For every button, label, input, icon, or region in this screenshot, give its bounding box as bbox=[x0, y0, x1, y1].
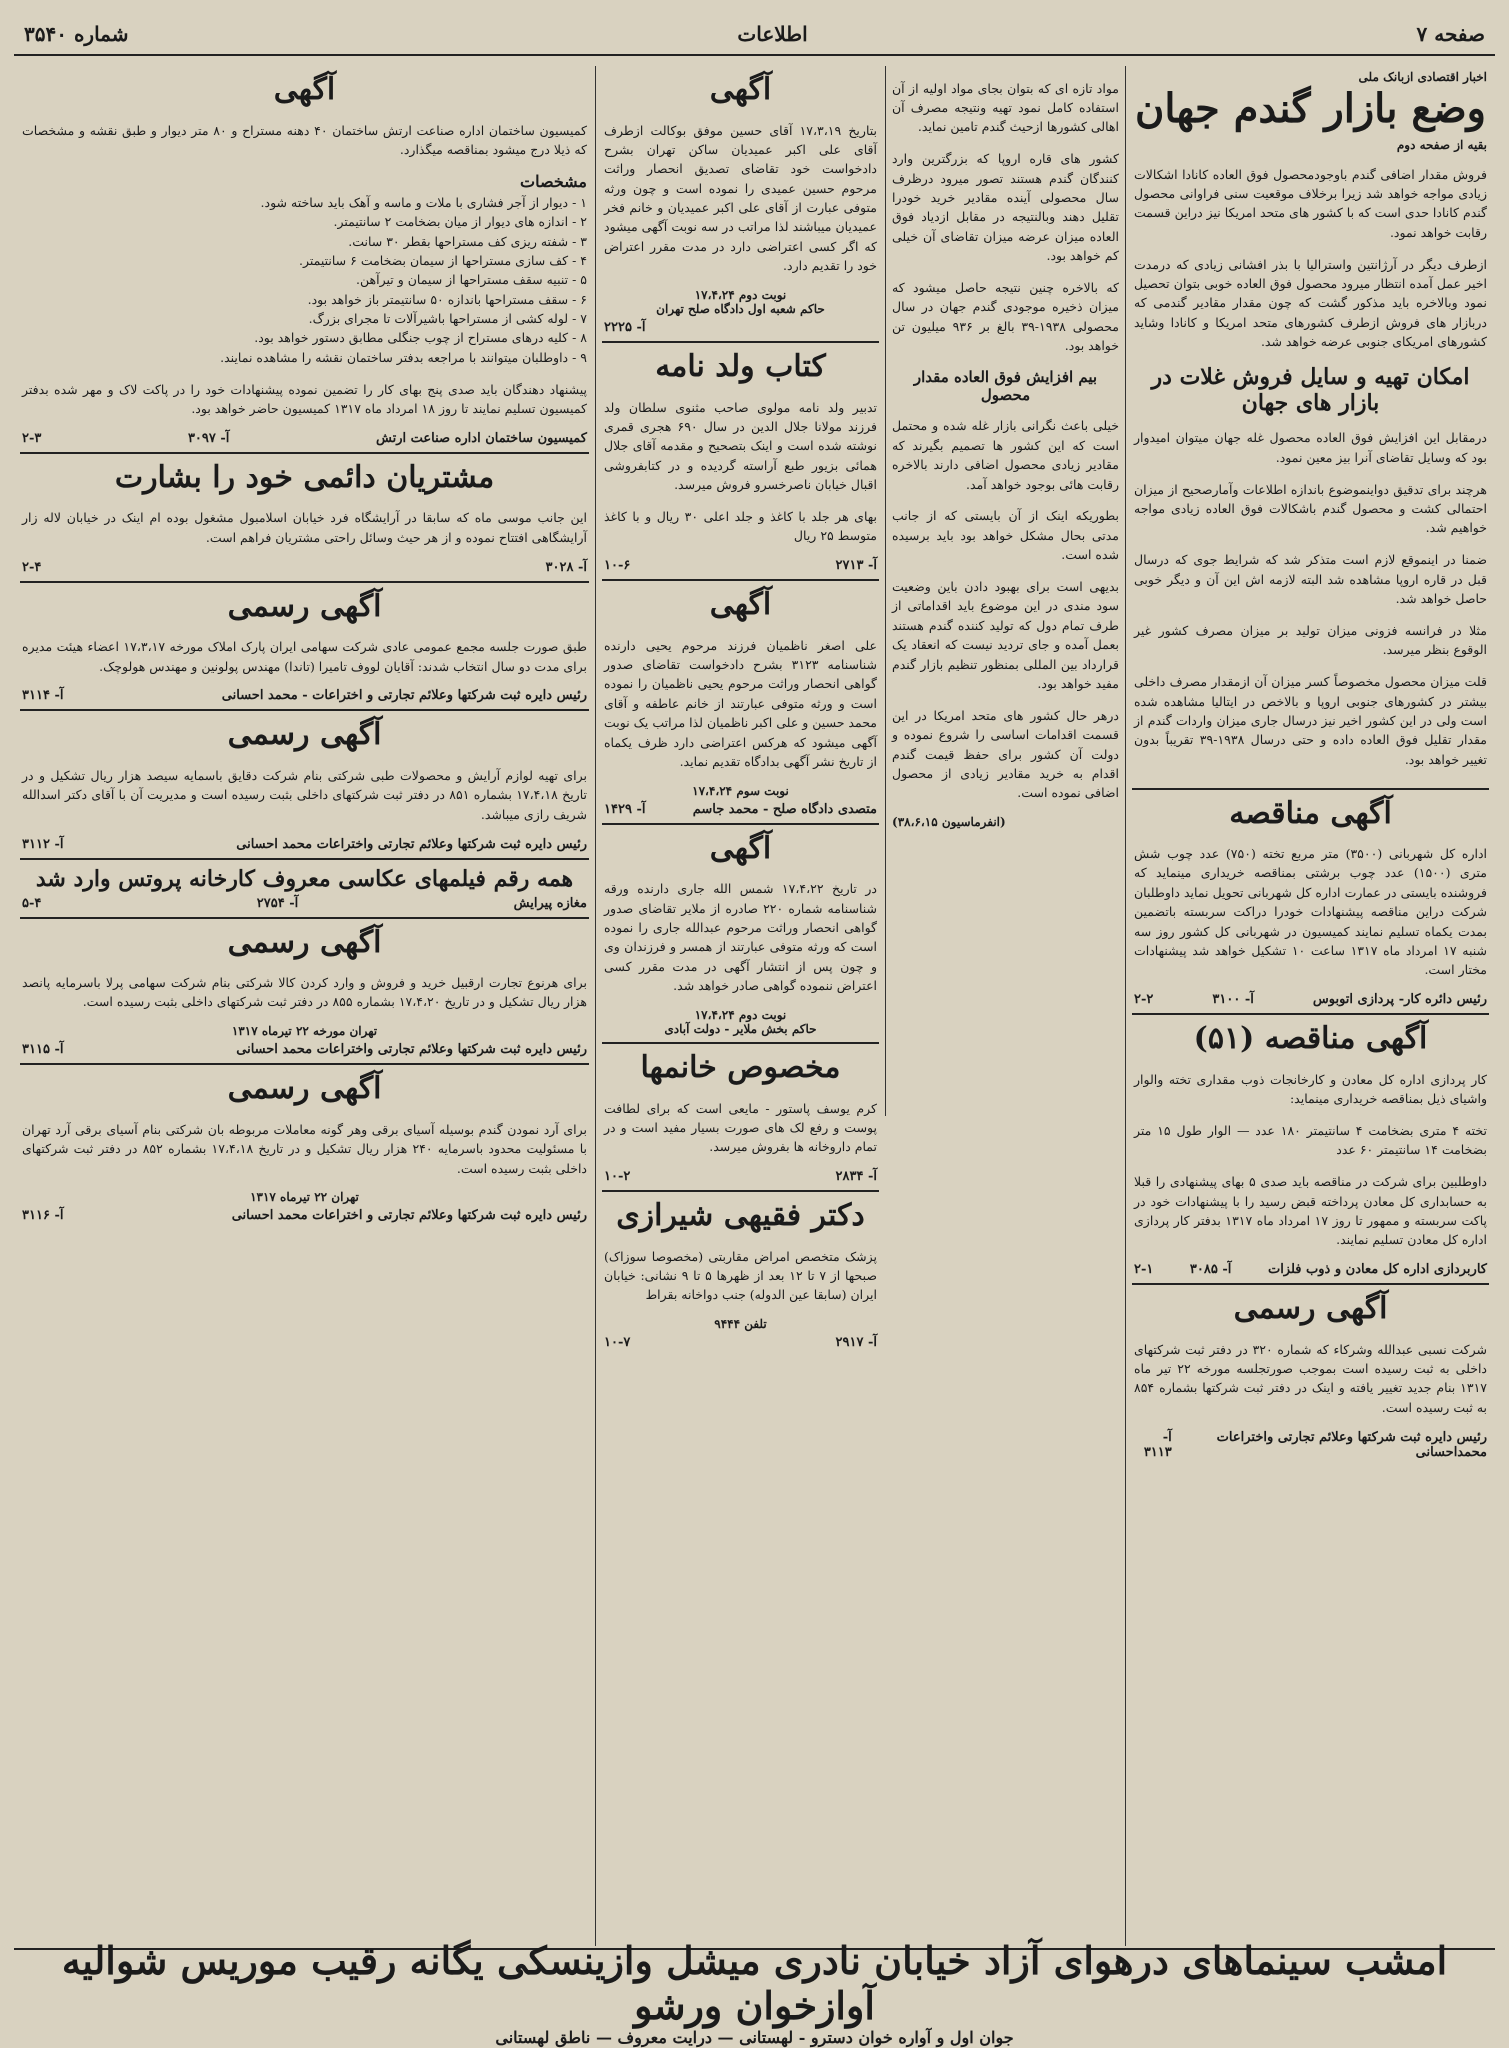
column-left bbox=[14, 66, 595, 1946]
section-heading: امکان تهیه و سایل فروش غلات در بازار های جهان bbox=[1151, 363, 1470, 416]
book-body: تدبیر ولد نامه مولوی صاحب مثنوی سلطان ولد فرزند مولانا جلال الدین در سال ۶۹۰ هجری قمری نوشته شده است و اینک بتصحیح و مقدمه آقای جلال همائی بزیور طبع آراسته گردیده و در کتابفروشی اقبال خیابان ناصرخسرو فروش میرسد. bbox=[604, 399, 877, 492]
films-title: همه رقم فیلمهای عکاسی معروف کارخانه پروتس وارد شد bbox=[35, 865, 574, 892]
book-footer bbox=[604, 558, 877, 573]
notice-signature: رئیس دایره ثبت شرکتها وعلائم تجارتی واختراعات محمداحسانی bbox=[1216, 1429, 1487, 1460]
doctor-ad bbox=[602, 1192, 879, 1356]
ad-footer bbox=[22, 560, 587, 575]
notice-signature: متصدی دادگاه صلح - محمد جاسم bbox=[692, 801, 877, 817]
doctor-body: پزشک متخصص امراض مقاربتی (مخصوصا سوزاک) صبحها از ۷ تا ۱۲ بعد از ظهرها ۵ تا ۹ نشانی: خیابان ایران (سابقا عین الدوله) جنب دواخانه بقراط bbox=[604, 1248, 878, 1303]
article-paragraph: مواد تازه ای که بتوان بجای مواد اولیه از آن استفاده کامل نمود تهیه ونتیجه مصرف آن اهالی کشورها ازحیث گندم تامین نماید. bbox=[892, 80, 1119, 135]
column-mid-right bbox=[885, 66, 1125, 1116]
women-body: کرم یوسف پاستور - مایعی است که برای لطافت پوست و رفع لک های صورت بسیار مفید است و در تمام داروخانه ها بفروش میرسد. bbox=[604, 1100, 877, 1155]
specs-heading: مشخصات bbox=[520, 171, 587, 191]
ad-title: مشتریان دائمی خود را بشارت bbox=[114, 459, 495, 495]
ad-body: این جانب موسی ماه که سابقا در آرایشگاه فرد خیابان اسلامبول مشغول بوده ام اینک در خیابان لاله زار آرایشگاهی افتتاح نموده و از هر حیث وسائل راحتی مشتریان فراهم است. bbox=[22, 510, 587, 545]
notice-body: برای تهیه لوازم آرایش و محصولات طبی شرکتی بنام شرکت دقایق باسمایه سیصد هزار ریال تشکیل و در تاریخ ۱۷،۴،۱۸ بشماره ۸۵۱ در دفتر ثبت شرکتهای داخلی بثبت رسیده است و مدیریت آن با آقای دکتر اسدالله شریف رازی میباشد. bbox=[22, 767, 587, 822]
notice-footer bbox=[604, 320, 877, 335]
newspaper-page bbox=[14, 14, 1495, 2047]
spec-item: ۱ - دیوار از آجر فشاری با ملات و ماسه و آهک باید ساخته شود. bbox=[260, 194, 587, 210]
notice-footer bbox=[22, 1042, 587, 1057]
notice-body: برای آرد نمودن گندم بوسیله آسیای برقی وهر گونه معاملات مربوطه بان شرکتی بنام آسیای برقی آرد تهران با مسئولیت محدود باسرمایه ۲۴۰ هزار ریال تشکیل و در تاریخ ۱۷،۴،۱۸ بشماره ۸۵۲ در دفتر ثبت شرکتهای داخلی بثبت رسیده است. bbox=[22, 1121, 587, 1176]
shop-name: مغازه پیرایش bbox=[513, 895, 587, 911]
doctor-phone: تلفن ۹۴۴۴ bbox=[714, 1317, 767, 1332]
women-title: مخصوص خانمها bbox=[640, 1050, 841, 1085]
article-paragraph: قلت میزان محصول مخصوصاً کسر میزان آن ازمقدار مصرف داخلی بیشتر در کشورهای جنوبی اروپا و بالاخص در ایتالیا مشاهده شده است ولی در این کشور اخیر نیز درسال جاری میزان واردات گندم از مقدار تقلیل فوق العاده داده و حتی درسال ۱۹۳۸-۳۹ تقریباً بدون تغییر خواهد بود. bbox=[1134, 674, 1487, 767]
notice-date: تهران ۲۲ تیرماه ۱۳۱۷ bbox=[250, 1190, 359, 1205]
article-paragraph: خیلی باعث نگرانی بازار غله شده و محتمل است که این کشور ها تصمیم بگیرند که مقادیر زیادی محصول اضافی دارند بالاخره رقابت هائی بوجود خواهد آمد. bbox=[892, 418, 1119, 492]
book-title: کتاب ولد نامه bbox=[655, 349, 826, 384]
notice-footer bbox=[1134, 1430, 1487, 1460]
notice-date: نوبت دوم ۱۷،۴،۲۴ bbox=[694, 1008, 787, 1022]
notice-date: تهران مورخه ۲۲ تیرماه ۱۳۱۷ bbox=[231, 1024, 378, 1039]
films-footer bbox=[22, 896, 587, 911]
notice-code: آ- ۲۲۲۵ bbox=[604, 320, 646, 335]
notice-title: آگهی رسمی bbox=[1233, 1291, 1388, 1327]
spec-item: ۳ - شفته ریزی کف مستراحها بقطر ۳۰ سانت. bbox=[348, 233, 587, 249]
army-tender bbox=[20, 66, 589, 454]
notice-signature: حاکم بخش ملایر - دولت آبادی bbox=[664, 1022, 817, 1036]
notice-code: آ- ۳۱۰۰ bbox=[1212, 992, 1254, 1008]
notice-signature: رئیس دایره ثبت شرکتها وعلائم تجارتی واختراعات محمد احسانی bbox=[236, 836, 587, 852]
article-paragraph: ضمنا در اینموقع لازم است متذکر شد که شرایط جوی که درسال قبل در قاره اروپا مشاهده شد البته لازمه اش این آن و دیگر خوبی حاصل خواهد شد. bbox=[1134, 552, 1487, 606]
notice-code: آ- ۳۰۲۸ bbox=[545, 559, 587, 575]
section-heading: بیم افزایش فوق العاده مقدار محصول bbox=[913, 367, 1098, 404]
official-notice-2 bbox=[20, 711, 589, 859]
notice-agahi-2 bbox=[602, 581, 879, 825]
notice-signature: رئیس دایره ثبت شرکتها وعلائم تجارتی واختراعات محمد احسانی bbox=[236, 1042, 587, 1058]
notice-body: بتاریخ ۱۷،۳،۱۹ آقای حسین موفق بوکالت ازطرف آقای علی اکبر عمیدیان ساکن تهران بشرح دادخواست خود تقاضای تصدیق انحصار وراثت مرحوم حسین عمیدی را نموده است و چون ورثه متوفی عبارت از آقای علی اکبر عمیدیان و خانم فخر عمیدیان میباشند لذا مراتب در سه نوبت آگهی میشود که اگر کسی اعتراضی دارد در مدت مقرر اعتراض خود را تقدیم دارد. bbox=[604, 122, 878, 274]
spec-item: ۶ - سقف مستراحها باندازه ۵۰ سانتیمتر باز خواهد بود. bbox=[307, 291, 587, 307]
article-paragraph: هرچند برای تدقیق دواینموضوع باندازه اطلاعات وآمارصحیح از میزان احتمالی کشت و محصول گندم باشکالات فوق العاده زیادی مواجه خواهیم شد. bbox=[1134, 481, 1487, 536]
spec-item: ۷ - لوله کشی از مستراحها باشیرآلات تا مجرای بزرگ. bbox=[308, 311, 587, 326]
continued-note: بقیه از صفحه دوم bbox=[1396, 138, 1487, 152]
notice-title: آگهی bbox=[709, 72, 772, 107]
notice-code: آ- ۱۴۲۹ bbox=[604, 801, 646, 817]
banner-headline: امشب سینماهای درهوای آزاد خیابان نادری میشل وازینسکی یگانه رقیب موریس شوالیه آوازخوان ورشو bbox=[61, 1937, 1448, 2028]
article-paragraph: کشور های قاره اروپا که بزرگترین وارد کنندگان گندم هستند تصور میرود درظرف سال محصولی آینده مقادیر خرید خودرا تقلیل دهند وبالنتیجه در مقابل ازدیاد فوق العاده میزان عرضه میزان تقاضای آن خیلی کم خواهد بود. bbox=[892, 151, 1119, 263]
official-notice bbox=[1132, 1285, 1489, 1466]
notice-code: آ- ۳۱۱۴ bbox=[22, 688, 64, 704]
notice-footer bbox=[22, 837, 587, 852]
notice-code: آ- ۲۸۳۴ bbox=[835, 1169, 877, 1185]
notice-footer bbox=[604, 802, 877, 817]
notice-intro: کمیسیون ساختمان اداره صناعت ارتش ساختمان ۴۰ دهنه مستراح و ۸۰ متر دیوار و طبق نقشه و مشخصات که ذیلا درج میشود بمناقصه میگذارد. bbox=[22, 122, 588, 157]
doctor-title: دکتر فقیهی شیرازی bbox=[616, 1198, 865, 1234]
notice-number: ۲-۲ bbox=[1134, 992, 1154, 1008]
article-paragraph: مثلا در فرانسه فزونی میزان تولید بر میزان مصرف کشور غیر الوقوع بنظر میرسد. bbox=[1134, 622, 1487, 658]
notice-signature: کاربردازی اداره کل معادن و ذوب فلزات bbox=[1267, 1262, 1487, 1278]
notice-title: آگهی رسمی bbox=[227, 588, 382, 624]
notice-body: برای هرنوع تجارت ارقبیل خرید و فروش و وارد کردن کالا شرکتی بنام شرکت سهامی پرلا باسرمایه پانصد هزار ریال تشکیل و در تاریخ ۱۷،۴،۲۰ بشماره ۸۵۵ در دفتر ثبت شرکتهای داخلی بثبت رسیده است. bbox=[22, 975, 587, 1010]
spec-item: ۸ - کلیه درهای مستراح از چوب جنگلی مطابق دستور خواهد بود. bbox=[254, 330, 587, 346]
notice-title: آگهی bbox=[709, 830, 772, 866]
tender-items: تخته ۴ متری بضخامت ۴ سانتیمتر ۱۸۰ عدد — الوار طول ۱۵ متر بضخامت ۱۴ سانتیمتر ۶۰ عدد bbox=[1134, 1122, 1487, 1158]
notice-agahi-3 bbox=[602, 825, 879, 1044]
book-ad bbox=[602, 343, 879, 581]
notice-agahi-1 bbox=[602, 66, 879, 343]
spec-item: ۹ - داوطلبان میتوانند با مراجعه بدفتر ساختمان نقشه را مشاهده نمایند. bbox=[220, 349, 587, 365]
notice-number: ۲-۴ bbox=[22, 559, 42, 575]
notice-code: آ- ۳۱۱۲ bbox=[22, 836, 64, 852]
notice-footer bbox=[22, 431, 587, 446]
spec-item: ۲ - اندازه های دیوار از میان بضخامت ۲ سانتیمتر. bbox=[333, 214, 587, 230]
notice-number: ۱۰-۷ bbox=[604, 1335, 631, 1351]
tender-notice-1 bbox=[1132, 790, 1489, 1016]
official-notice-3 bbox=[20, 919, 589, 1066]
notice-code: آ- ۲۹۱۷ bbox=[835, 1335, 877, 1351]
notice-title: آگهی رسمی bbox=[227, 924, 382, 960]
banner-subline: جوان اول و آواره خوان دسترو - لهستانی — درایت معروف — ناطق لهستانی bbox=[495, 2027, 1014, 2047]
notice-code: آ- ۳۱۱۵ bbox=[22, 1042, 64, 1058]
tender-notice-2 bbox=[1132, 1015, 1489, 1285]
notice-body: علی اصغر ناظمیان فرزند مرحوم یحیی دارنده شناسنامه ۳۱۲۳ بشرح دادخواست تقاضای صدور گواهی انحصار وراثت مرحوم یحیی ناظمیان را نموده است و ورثه متوفی عبارتند از خانم عاطفه و آقای محمد حسین و علی اکبر ناظمیان لذا مراتب یک نوبت آگهی میشود که هرکس اعتراضی دارد ظرف یکماه از تاریخ نشر آگهی بدادگاه تقدیم نماید. bbox=[604, 637, 877, 769]
tender-footer bbox=[1134, 992, 1487, 1007]
notice-signature: رئیس دایره ثبت شرکتها وعلائم تجارتی و اختراعات محمد احسانی bbox=[231, 1208, 587, 1224]
article-paragraph: که بالاخره چنین نتیجه حاصل میشود که میزان ذخیره موجودی گندم جهان در سال محصولی ۱۹۳۸-۳۹ بالغ بر ۹۳۶ میلیون تن خواهد بود. bbox=[892, 279, 1119, 353]
tender-footer bbox=[1134, 1262, 1487, 1277]
column-right bbox=[1125, 66, 1495, 1946]
article-paragraph: بطوریکه اینک از آن بایستی که از جانب مدتی بحال مشکل خواهد بود باید برسیده شده است. bbox=[892, 508, 1119, 563]
column-mid bbox=[595, 66, 885, 1946]
notice-date: نوبت سوم ۱۷،۴،۲۴ bbox=[692, 783, 789, 798]
spec-item: ۵ - تنبیه سقف مستراحها از سیمان و تیرآهن. bbox=[356, 272, 587, 288]
notice-title: آگهی رسمی bbox=[227, 1071, 382, 1107]
book-price: بهای هر جلد با کاغذ و جلد اعلی ۳۰ ریال و با کاغذ متوسط ۲۵ ریال bbox=[604, 508, 878, 544]
notice-code: آ- ۲۷۵۴ bbox=[256, 895, 299, 911]
notice-code: آ- ۳۰۹۷ bbox=[187, 430, 230, 446]
article-paragraph: درمقابل این افزایش فوق العاده محصول غله جهان میتوان امیدوار بود که وسایل تقاضای آنرا بیز معین نمود. bbox=[1134, 430, 1487, 465]
kicker: اخبار اقتصادی ازبانک ملی bbox=[1358, 70, 1487, 84]
tender-intro: کار پردازی اداره کل معادن و کارخانجات ذوب مقداری تخته والوار واشیای ذیل بمناقصه خریداری مینماید: bbox=[1134, 1071, 1487, 1106]
tender-title: آگهی مناقصه bbox=[1229, 795, 1392, 831]
page-number: صفحه ۷ bbox=[1416, 22, 1485, 46]
notice-title: آگهی bbox=[273, 72, 336, 107]
spec-item: ۴ - کف سازی مستراحها از سیمان بضخامت ۶ سانتیمتر. bbox=[298, 252, 587, 268]
notice-number: ۱۰-۶ bbox=[604, 558, 631, 574]
notice-signature: حاکم شعبه اول دادگاه صلح تهران bbox=[656, 302, 825, 316]
notice-date: نوبت دوم ۱۷،۴،۲۴ bbox=[694, 288, 787, 302]
article-paragraph: بدیهی است برای بهبود دادن باین وضعیت سود مندی در این موضوع باید اقداماتی از طرف تمام دول که تولید کننده گندم هستند بعمل آمده و جای تردید نیست که انعقاد یک قرارداد بین المللی بمنظور تنظیم بازار گندم مفید خواهد بود. bbox=[892, 579, 1119, 691]
notice-body: شرکت نسبی عبدالله وشرکاء که شماره ۳۲۰ در دفتر ثبت شرکتهای داخلی به ثبت رسیده است بموجب صورتجلسه مورخه ۲۲ تیر ماه ۱۳۱۷ بنام جدید تغییر یافته و اینک در دفتر ثبت شرکتها بشماره ۸۵۴ به ثبت رسیده است. bbox=[1134, 1341, 1487, 1415]
doctor-footer bbox=[604, 1335, 877, 1350]
notice-body: در تاریخ ۱۷،۴،۲۲ شمس الله جاری دارنده ورقه شناسنامه شماره ۲۲۰ صادره از ملایر تقاضای صدور گواهی انحصار وراثت مرحوم عبدالله جاری را نموده است که ورثه متوفی عبارتند از همسر و فرزندان وی و چون پس از انتشار آگهی در مدت مقرر کسی اعتراض ننموده گواهی صادر خواهد شد. bbox=[604, 881, 878, 994]
official-notice-4 bbox=[20, 1065, 589, 1229]
notice-footer bbox=[22, 688, 587, 703]
films-ad bbox=[20, 860, 589, 919]
notice-code: آ- ۳۰۸۵ bbox=[1189, 1262, 1232, 1278]
article-paragraph: فروش مقدار اضافی گندم باوجودمحصول فوق العاده کانادا اشکالات زیادی مواجه خواهد شد زیرا برخلاف موقعیت سنی فراوانی محصول گندم کانادا حدی است که با کشور های متحد امریکا نیز دراین قسمت رقابت خواهد نمود. bbox=[1133, 166, 1487, 240]
notice-number: ۱۰-۲ bbox=[604, 1169, 631, 1185]
tender-body: داوطلبین برای شرکت در مناقصه باید صدی ۵ بهای پیشنهادی را قبلا به حسابداری کل معادن پرداخته قبض رسید را با پیشنهادات خود در پاکت سربسته و ممهور تا روز ۱۷ امرداد ماه ۱۳۱۷ بدفتر کار پردازی اداره کل معادن تسلیم نمایند. bbox=[1134, 1174, 1487, 1248]
tender-body: اداره کل شهربانی (۳۵۰۰) متر مربع تخته (۷۵۰) عدد چوب شش متری (۱۵۰۰) عدد چوب برشتی بمناقصه خریداری مینماید که فروشنده بایستی در عمارت اداره کل شهربانی تحویل نماید داوطلبان شرکت دراین مناقصه پیشنهادات خودرا دراکت سربسته باتضمین بمدت یکماه تسلیم نمایند کمیسیون در شهربانی کل کشور روز سه شنبه ۱۷ امرداد ماه ۱۳۱۷ ساعت ۱۰ تشکیل خواهد شد پیشنهادات مختار است. bbox=[1134, 846, 1488, 978]
women-ad bbox=[602, 1044, 879, 1192]
wheat-article bbox=[1132, 66, 1489, 790]
notice-code: آ- ۳۱۱۶ bbox=[22, 1208, 64, 1224]
article-title: وضع بازار گندم جهان bbox=[1134, 85, 1486, 132]
notice-footer bbox=[22, 1208, 587, 1223]
paper-name: اطلاعات bbox=[737, 22, 808, 46]
notice-signature: کمیسیون ساختمان اداره صناعت ارتش bbox=[376, 430, 587, 446]
notice-title: آگهی رسمی bbox=[227, 717, 382, 753]
notice-code: آ- ۳۱۱۳ bbox=[1143, 1429, 1172, 1460]
issue-number: شماره ۳۵۴۰ bbox=[24, 22, 129, 46]
notice-body: طبق صورت جلسه مجمع عمومی عادی شرکت سهامی ایران پارک املاک مورخه ۱۷،۳،۱۷ اعضاء هیئت مدیره برای مدت دو سال انتخاب شدند: آقایان لووف تامیرا (تاندا) مهندس پولونین و مهندس هولوچک. bbox=[22, 639, 587, 674]
customers-ad bbox=[20, 454, 589, 583]
article-paragraph: ازطرف دیگر در آرژانتین واسترالیا با بذر افشانی زیادی که درمدت اخیر عمل آمده انتظار میرود محصول فوق العاده خوبی بتوان تحصیل نمود وبالاخره باید مذکور گشت که چون مقدار مقادیر گندمی که دربازار های فروش ازطرف کشورهای متحد امریکا و کانادا وشاید کشورهای امریکای جنوبی عرضه خواهد شد. bbox=[1134, 256, 1487, 349]
article-paragraph: درهر حال کشور های متحد امریکا در این قسمت اقدامات اساسی را شروع نموده و دولت آن کشور برای حفظ قیمت گندم اقدام به خرید مقادیر زیادی از محصول اضافی نموده است. bbox=[892, 707, 1119, 801]
notice-title: آگهی bbox=[709, 587, 772, 623]
official-notice-1 bbox=[20, 583, 589, 712]
notice-number: ۲-۱ bbox=[1134, 1262, 1154, 1278]
notice-signature: رئیس دائره کار- پردازی اتوبوس bbox=[1312, 992, 1487, 1008]
notice-signature: رئیس دایره ثبت شرکتها وعلائم تجارتی و اختراعات - محمد احسانی bbox=[221, 688, 587, 704]
tender-title: آگهی مناقصه (۵۱) bbox=[1193, 1021, 1428, 1057]
notice-number: ۵-۴ bbox=[22, 895, 42, 911]
cinema-banner bbox=[14, 1937, 1495, 2047]
article-source: (انفرماسیون ۳۸،۶،۱۵) bbox=[892, 815, 1006, 830]
notice-code: آ- ۲۷۱۳ bbox=[835, 558, 877, 574]
notice-body: پیشنهاد دهندگان باید صدی پنج بهای کار را تضمین نموده پیشنهادات خود را در پاکت لاک و مهر شده بدفتر کمیسیون تسلیم نمایند تا روز ۱۸ امرداد ماه ۱۳۱۷ کمیسیون حاضر خواهد بود. bbox=[22, 381, 587, 416]
masthead bbox=[14, 14, 1495, 56]
women-footer bbox=[604, 1169, 877, 1184]
notice-number: ۲-۳ bbox=[22, 430, 42, 446]
